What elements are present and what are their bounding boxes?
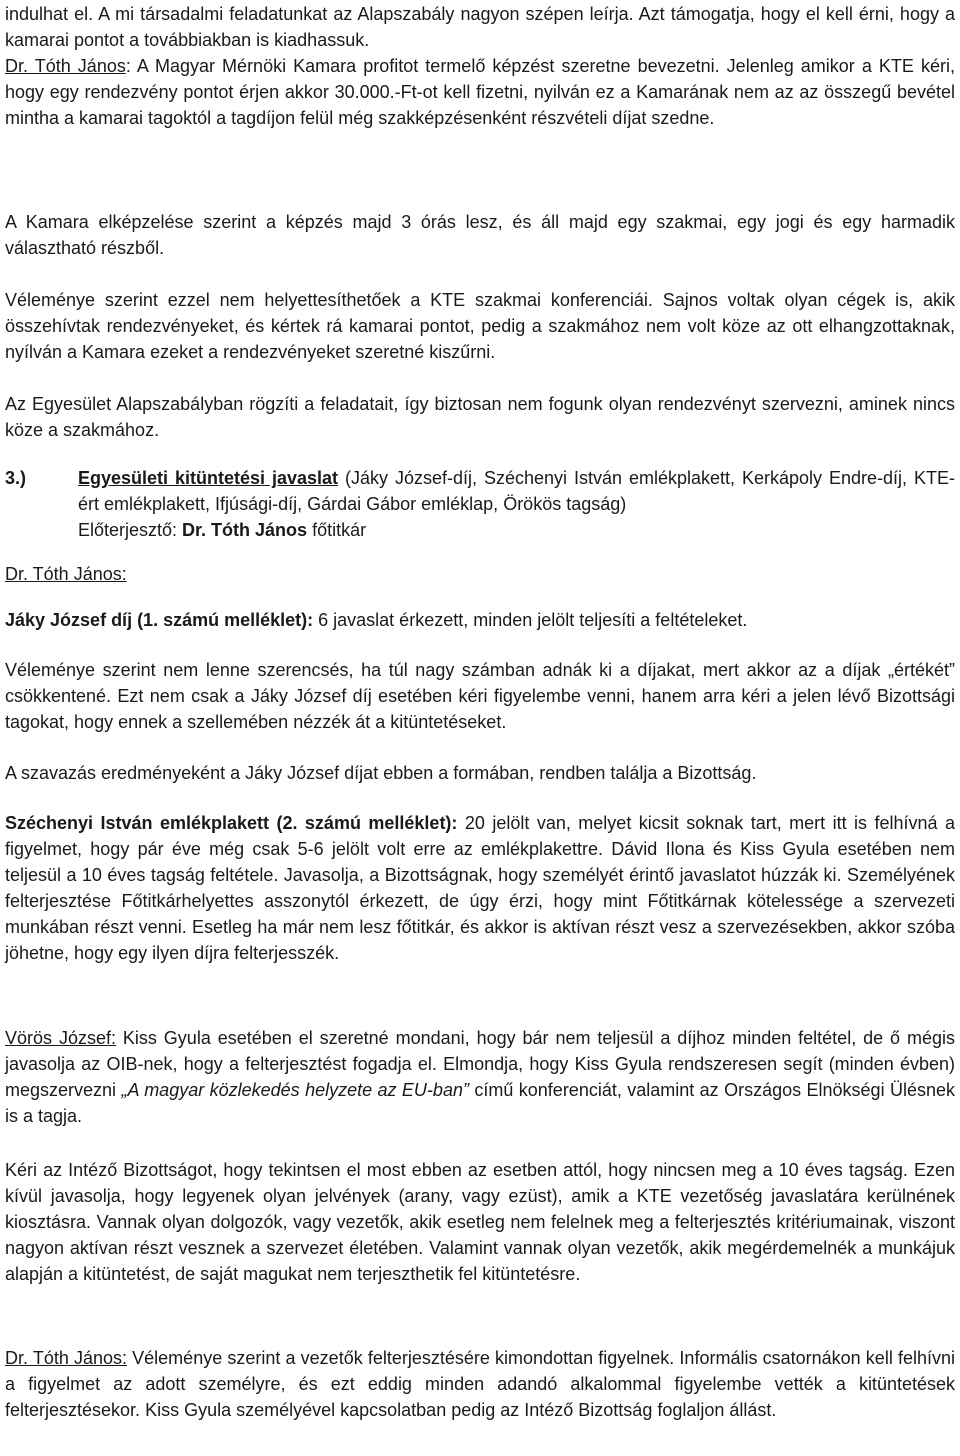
presenter-role: főtitkár <box>307 520 367 540</box>
agenda-item-number: 3.) <box>5 468 27 488</box>
paragraph-text: című konferenciát, valamint az Országos Elnökségi Ülésnek is a tagja. <box>5 1080 956 1126</box>
paragraph-text: A Kamara elképzelése szerint a képzés majd 3 órás lesz, és áll majd egy szakmai, egy jogi és egy harmadik választható részből. <box>5 212 955 258</box>
paragraph-12 <box>5 1345 955 1423</box>
paragraph-text: A szavazás eredményeként a Jáky József díjat ebben a formában, rendben találja a Bizottság. <box>5 763 757 783</box>
award-title: Széchenyi István emlékplakett (2. számú melléklet): <box>5 813 458 833</box>
paragraph-1 <box>5 1 955 53</box>
paragraph-text: Véleménye szerint a vezetők felterjesztésére kimondottan figyelnek. Informális csatornákon kell felhívni a figyelmet az adott személyre, és ezt eddig minden adandó alkalommal figyelembe vették a kitüntetések felterjesztésekor. Kiss Gyula személyével kapcsolatban pedig az Intéző Bizottság foglaljon állást. <box>5 1348 955 1420</box>
paragraph-3 <box>5 209 955 261</box>
agenda-item-3 <box>5 465 955 543</box>
speaker-heading <box>5 561 955 587</box>
speaker-name: Dr. Tóth János <box>5 56 126 76</box>
agenda-item-body <box>78 465 955 543</box>
agenda-item-title: Egyesületi kitüntetési javaslat <box>78 468 339 488</box>
speaker-name: Vörös József: <box>5 1028 116 1048</box>
presenter-name: Dr. Tóth János <box>182 520 308 540</box>
paragraph-5 <box>5 391 955 443</box>
speaker-name: Dr. Tóth János: <box>5 1348 128 1368</box>
paragraph-text: Véleménye szerint nem lenne szerencsés, ha túl nagy számban adnák ki a díjakat, mert akkor az a díjak „értékét” csökkentené. Ezt nem csak a Jáky József díj esetében kéri figyelembe venni, hanem arra kéri a jelen lévő Bizottsági tagokat, hogy ennek a szellemében nézzék át a kitüntetéseket. <box>5 660 955 732</box>
award-title: Jáky József díj (1. számú melléklet): <box>5 610 314 630</box>
paragraph-text: 20 jelölt van, melyet kicsit soknak tart, mert itt is felhívná a figyelmet, hogy pár éve még csak 5-6 jelölt volt erre az emlékplakettre. Dávid Ilona és Kiss Gyula esetében nem teljesül a 10 éves tagság feltétele. Javasolja, a Bizottságnak, hogy személyét érintő javaslatot húzzák ki. Személyének felterjesztése Főtitkárhelyettes asszonytól érkezett, de úgy érzi, hogy mint Főtitkárnak kötelessége a szervezeti munkában részt venni. Esetleg ha már nem lesz főtitkár, és akkor is aktívan részt vesz a szervezésekben, akkor szóba jöhetne, hogy egy ilyen díjra felterjesszék. <box>5 813 956 963</box>
paragraph-2 <box>5 53 955 131</box>
conference-title: „A magyar közlekedés helyzete az EU-ban” <box>121 1080 469 1100</box>
paragraph-text: Kiss Gyula esetében el szeretné mondani, hogy bár nem teljesül a díjhoz minden feltétel, de ő mégis javasolja az OIB-nek, hogy a felterjesztést fogadja el. Elmondja, hogy Kiss Gyula rendszeresen segít (minden évben) megszervezni <box>5 1028 955 1100</box>
paragraph-4 <box>5 287 955 365</box>
paragraph-10 <box>5 1025 955 1129</box>
paragraph-text: Véleménye szerint ezzel nem helyettesíthetőek a KTE szakmai konferenciái. Sajnos voltak olyan cégek is, akik összehívtak rendezvényeket, és kértek rá kamarai pontot, pedig a szakmához nem volt köze az ott elhangzottaknak, nyílván a Kamara ezeket a rendezvényeket szeretné kiszűrni. <box>5 290 955 362</box>
paragraph-text: 6 javaslat érkezett, minden jelölt teljesíti a feltételeket. <box>313 610 748 630</box>
paragraph-7 <box>5 657 955 735</box>
paragraph-8 <box>5 760 955 786</box>
agenda-item-details: (Jáky József-díj, Széchenyi István emlékplakett, Kerkápoly Endre-díj, KTE-ért emlékplakett, Ifjúsági-díj, Gárdai Gábor emléklap, Örökös tagság) <box>78 468 956 514</box>
paragraph-text: : A Magyar Mérnöki Kamara profitot termelő képzést szeretne bevezetni. Jelenleg amikor a KTE kéri, hogy egy rendezvény pontot érjen akkor 30.000.-Ft-ot kell fizetni, nyilván ez a Kamarának nem az az összegű bevétel mintha a kamarai tagoktól a tagdíjon felül még szakképzésenként részvételi díjat szedne. <box>5 56 955 128</box>
presenter-label: Előterjesztő: <box>78 520 183 540</box>
paragraph-text: Az Egyesület Alapszabályban rögzíti a feladatait, így biztosan nem fogunk olyan rendezvényt szervezni, aminek nincs köze a szakmához. <box>5 394 955 440</box>
paragraph-text: Kéri az Intéző Bizottságot, hogy tekintsen el most ebben az esetben attól, hogy nincsen meg a 10 éves tagság. Ezen kívül javasolja, hogy legyenek olyan jelvények (arany, vagy ezüst), amik a KTE vezetőség javaslatára kerülnének kiosztásra. Vannak olyan dolgozók, vagy vezetők, akik esetleg nem felelnek meg a felterjesztés kritériumainak, viszont nagyon aktívan részt vesznek a szervezet életében. Valamint vannak olyan vezetők, akik megérdemelnék a munkájuk alapján a kitüntetést, de saját magukat nem terjeszthetik fel kitüntetésre. <box>5 1160 955 1284</box>
speaker-name: Dr. Tóth János: <box>5 564 127 584</box>
paragraph-6 <box>5 607 955 633</box>
paragraph-9 <box>5 810 955 966</box>
paragraph-11 <box>5 1157 955 1287</box>
paragraph-text: indulhat el. A mi társadalmi feladatunkat az Alapszabály nagyon szépen leírja. Azt támogatja, hogy el kell érni, hogy a kamarai pontot a továbbiakban is kiadhassuk. <box>5 4 955 50</box>
